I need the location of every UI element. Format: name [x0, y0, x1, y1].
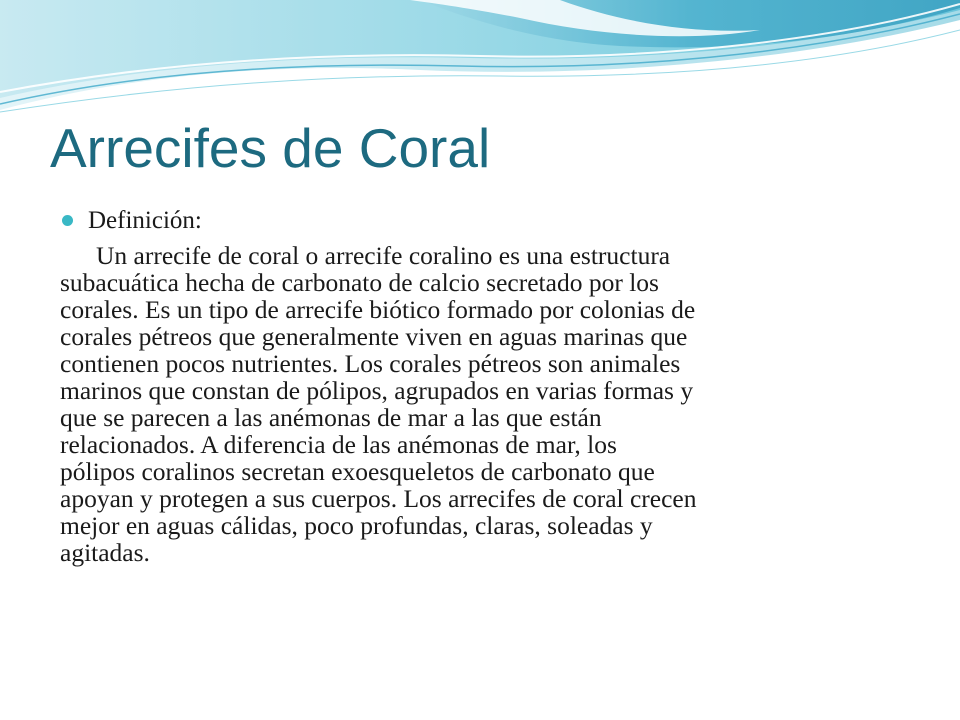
paragraph-line: pólipos coralinos secretan exoesqueletos de carbonato que — [60, 457, 655, 486]
bullet-label: Definición: — [88, 207, 202, 234]
slide-title: Arrecifes de Coral — [50, 117, 491, 179]
paragraph-line: contienen pocos nutrientes. Los corales pétreos son animales — [60, 349, 681, 378]
paragraph-line: Un arrecife de coral o arrecife coralino es una estructura — [96, 241, 671, 270]
paragraph-line: marinos que constan de pólipos, agrupados en varias formas y — [60, 376, 694, 405]
paragraph-line: agitadas. — [60, 538, 150, 567]
paragraph-line: mejor en aguas cálidas, poco profundas, claras, soleadas y — [60, 511, 653, 540]
paragraph-line: subacuática hecha de carbonato de calcio secretado por los — [60, 268, 659, 297]
paragraph-line: que se parecen a las anémonas de mar a las que están — [60, 403, 602, 432]
bullet-dot-icon — [62, 215, 73, 226]
definition-paragraph — [60, 242, 918, 566]
paragraph-line: corales pétreos que generalmente viven en aguas marinas que — [60, 322, 688, 351]
paragraph-line: apoyan y protegen a sus cuerpos. Los arrecifes de coral crecen — [60, 484, 697, 513]
paragraph-line: relacionados. A diferencia de las anémonas de mar, los — [60, 430, 617, 459]
wave-header-decoration — [0, 0, 960, 120]
paragraph-line: corales. Es un tipo de arrecife biótico formado por colonias de — [60, 295, 696, 324]
